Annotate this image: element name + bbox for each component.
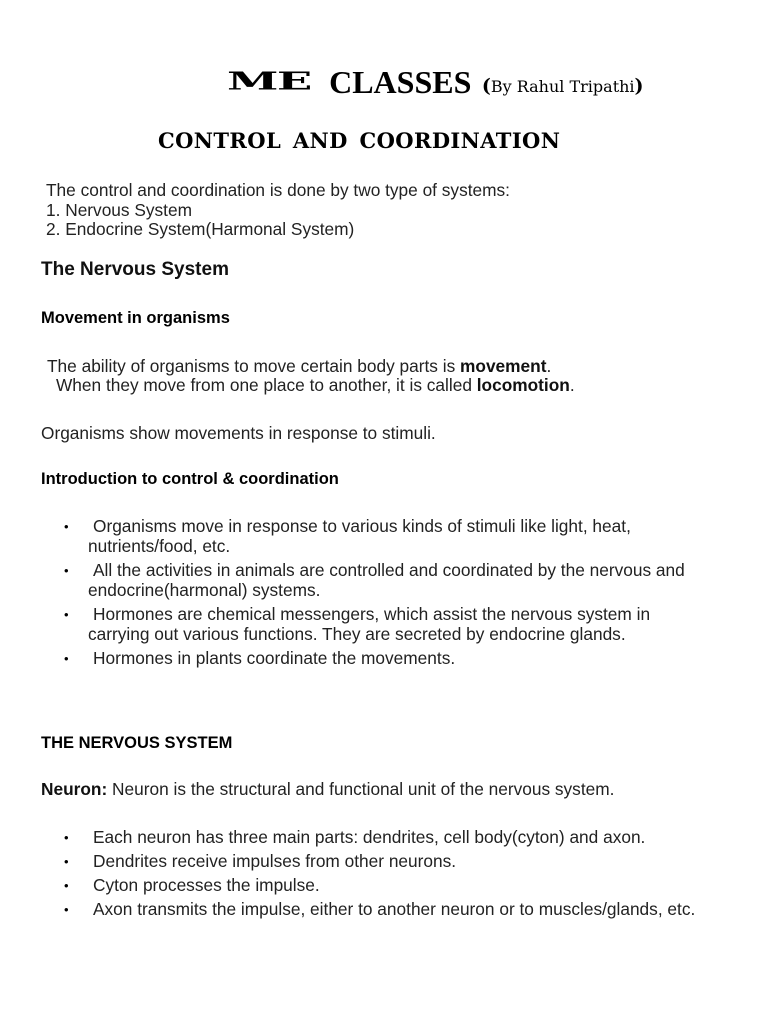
list-item: • Dendrites receive impulses from other neurons. (64, 851, 457, 871)
term-movement: movement (460, 356, 547, 376)
bullet-icon: • (64, 607, 69, 622)
intro-line: The control and coordination is done by two type of systems: (46, 180, 510, 200)
paragraph-locomotion: When they move from one place to another, it is called locomotion. (56, 375, 575, 395)
paragraph-neuron: Neuron: Neuron is the structural and functional unit of the nervous system. (41, 779, 615, 799)
bullet-icon: • (64, 830, 69, 845)
list-item: • Organisms move in response to various kinds of stimuli like light, heat, nutrients/food, etc. (64, 516, 631, 556)
document-title: CONTROL AND COORDINATION (158, 128, 561, 153)
paragraph-movement: The ability of organisms to move certain body parts is movement. (47, 356, 552, 376)
term-locomotion: locomotion (476, 375, 570, 395)
section-heading: The Nervous System (41, 259, 229, 280)
list-item: • Axon transmits the impulse, either to another neuron or to muscles/glands, etc. (64, 899, 696, 919)
brand-logo: ME (227, 67, 311, 96)
term-neuron: Neuron: (41, 779, 108, 799)
neuron-bullet-list (0, 828, 695, 920)
list-item: • Cyton processes the impulse. (64, 875, 320, 895)
bullet-icon: • (64, 651, 69, 666)
bullet-icon: • (64, 563, 69, 578)
intro-block (46, 181, 510, 240)
list-item: • Each neuron has three main parts: dendrites, cell body(cyton) and axon. (64, 827, 646, 847)
list-item: • All the activities in animals are controlled and coordinated by the nervous and endocrine(harmonal) systems. (64, 560, 685, 600)
author-credit: (By Rahul Tripathi) (481, 75, 644, 97)
brand-name: CLASSES (329, 64, 472, 100)
paragraph-stimuli: Organisms show movements in response to stimuli. (41, 423, 436, 443)
bullet-icon: • (64, 519, 69, 534)
subheading-intro-control: Introduction to control & coordination (41, 470, 339, 488)
intro-list-item: 2. Endocrine System(Harmonal System) (46, 219, 355, 239)
bullet-icon: • (64, 854, 69, 869)
section-heading-nervous-system: THE NERVOUS SYSTEM (41, 734, 233, 752)
bullet-icon: • (64, 902, 69, 917)
intro-bullet-list (0, 517, 685, 669)
subheading-movement: Movement in organisms (41, 309, 230, 327)
list-item: • Hormones in plants coordinate the movements. (64, 648, 456, 668)
list-item: • Hormones are chemical messengers, which assist the nervous system in carrying out various functions. They are secreted by endocrine glands. (64, 604, 651, 644)
intro-list-item: 1. Nervous System (46, 199, 192, 220)
brand-header (227, 64, 644, 104)
author-name: By Rahul Tripathi (490, 77, 635, 96)
bullet-icon: • (64, 878, 69, 893)
